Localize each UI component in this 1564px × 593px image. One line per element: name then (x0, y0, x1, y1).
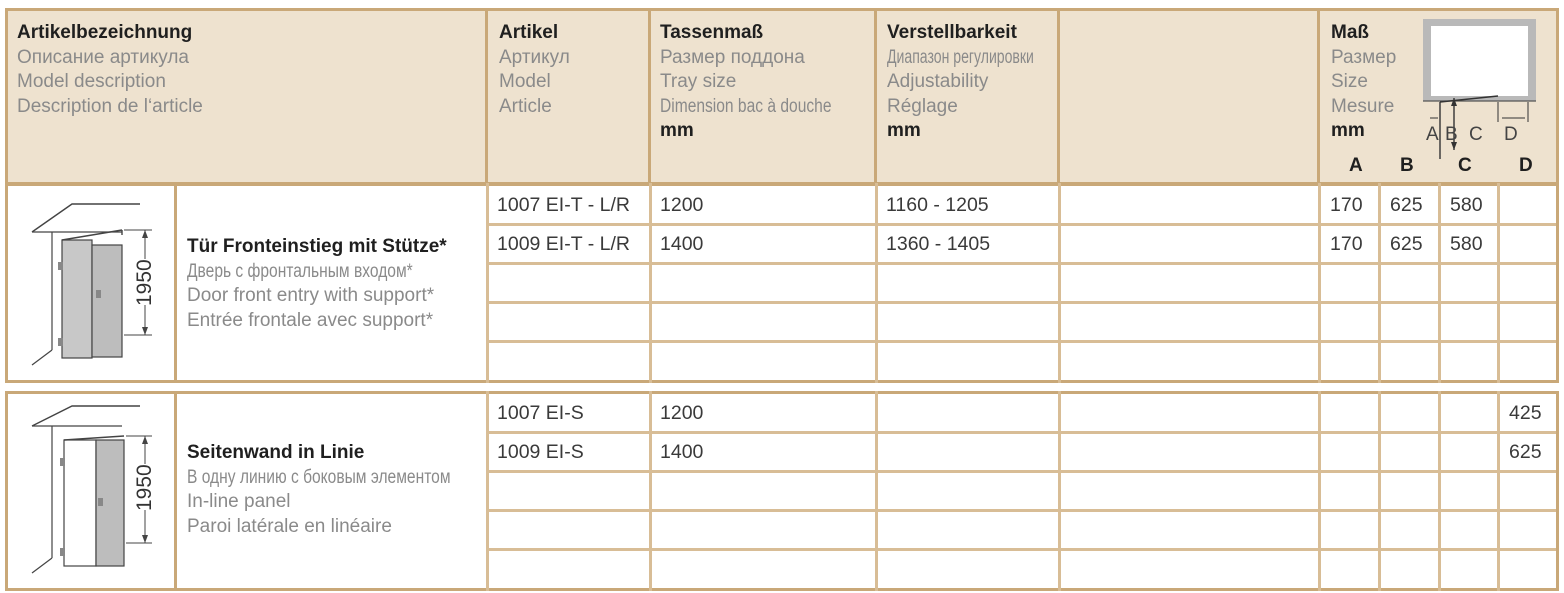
article-cell: 1007 EI-S (497, 402, 584, 424)
row-divider (486, 262, 1556, 265)
header-title-ru: Размер поддона (660, 46, 805, 68)
header-title-en: Model description (17, 71, 166, 92)
header-model-description (17, 21, 203, 119)
row-divider (486, 548, 1556, 551)
header-title-de: Maß (1331, 22, 1369, 43)
diagram-label-b: B (1445, 124, 1458, 145)
tray-size-cell: 1400 (660, 233, 704, 255)
dim-letter-d: D (1519, 155, 1533, 176)
column-divider (1378, 391, 1381, 591)
dim-b-cell: 625 (1390, 194, 1423, 216)
header-divider (874, 8, 877, 185)
adjustability-cell: 1360 - 1405 (886, 233, 991, 255)
product-name-ru: Дверь с фронтальным входом* (187, 260, 413, 282)
header-title-de: Tassenmaß (660, 22, 764, 43)
product-name-de: Tür Fronteinstieg mit Stütze* (187, 236, 447, 257)
header-title-en: Model (499, 71, 551, 92)
inline-panel-illustration-icon (22, 398, 167, 583)
header-unit: mm (1331, 120, 1365, 141)
product-name-de: Seitenwand in Linie (187, 442, 365, 463)
height-label: 1950 (133, 464, 156, 511)
column-divider (1497, 183, 1500, 383)
product-name-fr: Paroi latérale en linéaire (187, 515, 392, 537)
column-divider (1318, 183, 1321, 383)
header-title-fr: Mesure (1331, 95, 1395, 117)
row-divider (486, 340, 1556, 343)
row-divider (486, 470, 1556, 473)
column-divider (1318, 391, 1321, 591)
header-title-en: Size (1331, 71, 1368, 92)
height-label: 1950 (133, 259, 156, 306)
dim-a-cell: 170 (1330, 233, 1363, 255)
tray-size-cell: 1200 (660, 402, 704, 424)
dim-d-cell: 425 (1509, 402, 1542, 424)
header-tray-size (660, 21, 869, 144)
dim-c-cell: 580 (1450, 194, 1483, 216)
column-divider (875, 183, 878, 383)
dim-c-cell: 580 (1450, 233, 1483, 255)
row-divider (486, 431, 1556, 434)
tray-size-cell: 1200 (660, 194, 704, 216)
product-name-fr: Entrée frontale avec support* (187, 309, 434, 331)
header-divider (485, 8, 488, 185)
column-divider (174, 391, 177, 591)
dim-letter-b: B (1400, 155, 1414, 176)
column-divider (875, 391, 878, 591)
header-title-ru: Артикул (499, 46, 570, 68)
header-title-ru: Описание артикула (17, 46, 189, 68)
header-article (499, 21, 570, 119)
header-title-ru: Размер (1331, 46, 1397, 68)
column-divider (1058, 183, 1061, 383)
column-divider (1058, 391, 1061, 591)
tray-size-cell: 1400 (660, 441, 704, 463)
product-name-ru: В одну линию с боковым элементом (187, 466, 451, 488)
header-unit: mm (660, 120, 694, 141)
header-title-de: Artikel (499, 22, 559, 43)
column-divider (649, 183, 652, 383)
diagram-label-d: D (1504, 124, 1518, 145)
product-description (187, 441, 508, 539)
header-title-fr: Dimension bac à douche (660, 95, 832, 117)
header-title-de: Verstellbarkeit (887, 22, 1017, 43)
row-divider (486, 509, 1556, 512)
adjustability-cell: 1160 - 1205 (886, 194, 989, 216)
column-divider (1438, 183, 1441, 383)
header-title-en: Tray size (660, 71, 737, 92)
column-divider (174, 183, 177, 383)
header-divider (1317, 8, 1320, 185)
header-title-fr: Réglage (887, 95, 958, 117)
header-title-en: Adjustability (887, 71, 989, 92)
header-size (1331, 21, 1396, 144)
column-divider (649, 391, 652, 591)
header-title-de: Artikelbezeichnung (17, 22, 193, 43)
header-adjustability (887, 21, 1086, 144)
product-name-en: Door front entry with support* (187, 285, 435, 306)
header-title-ru: Диапазон регулировки (887, 46, 1034, 68)
column-divider (1438, 391, 1441, 591)
top-view-dimension-diagram-icon (1410, 14, 1550, 164)
product-description (187, 235, 462, 333)
column-divider (1378, 183, 1381, 383)
dim-letter-c: C (1458, 155, 1472, 176)
column-divider (486, 391, 489, 591)
product-name-en: In-line panel (187, 491, 291, 512)
header-divider (648, 8, 651, 185)
dim-b-cell: 625 (1390, 233, 1423, 255)
header-title-fr: Description de l‘article (17, 95, 203, 117)
article-cell: 1009 EI-S (497, 441, 584, 463)
article-cell: 1007 EI-T - L/R (497, 194, 630, 216)
article-cell: 1009 EI-T - L/R (497, 233, 630, 255)
row-divider (486, 301, 1556, 304)
header-unit: mm (887, 120, 921, 141)
header-title-fr: Article (499, 95, 552, 117)
dim-letter-a: A (1349, 155, 1363, 176)
dim-d-cell: 625 (1509, 441, 1542, 463)
row-divider (486, 223, 1556, 226)
diagram-label-a: A (1426, 124, 1439, 145)
dim-a-cell: 170 (1330, 194, 1363, 216)
column-divider (486, 183, 489, 383)
front-entry-door-illustration-icon (22, 190, 167, 375)
diagram-label-c: C (1469, 124, 1483, 145)
column-divider (1497, 391, 1500, 591)
